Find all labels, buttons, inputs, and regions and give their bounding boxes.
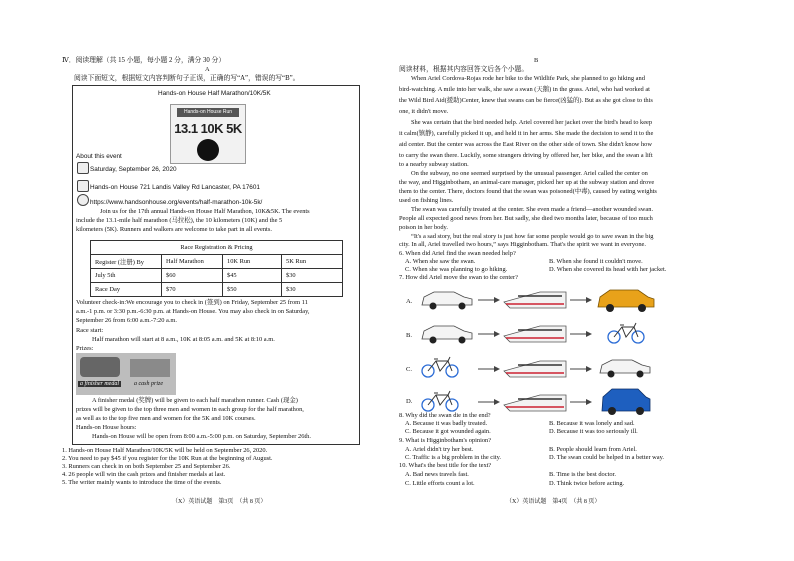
part-b-label: B: [534, 57, 539, 64]
table-cell: July 5th: [91, 269, 162, 283]
volunteer-line-2: a.m.-1 p.m. or 3:30 p.m.-6:30 p.m. at Hands-on House. You may also check in on Saturday,: [76, 308, 310, 315]
prize-line-3: as well as to the top five men and women for the 5K and 10K courses.: [76, 415, 256, 422]
para-line: On the subway, no one seemed surprised by the unusual passenger. Ariel called the center on: [411, 170, 648, 177]
statement-2: 2. You need to pay $45 if you register for the 10K Run at the beginning of August.: [62, 455, 273, 462]
q6-option-a[interactable]: A. When she saw the swan.: [405, 258, 476, 265]
route-c-bike-icon: [422, 357, 458, 377]
para-line: bird-watching. A mile into her walk, she saw a swan (天鹅) in the grass. Ariel, who had worked at: [399, 86, 650, 93]
q8-option-d[interactable]: D. Because it was too seriously ill.: [549, 428, 638, 435]
table-row: [91, 269, 343, 283]
route-b-train-icon: [504, 326, 566, 342]
question-10: 10. What's the best title for the text?: [399, 462, 492, 469]
para-line: “It's a sad story, but the real story is just how far some people would go to save swan in the big: [411, 233, 654, 240]
cash-icon: [130, 359, 170, 377]
para-line: She was certain that the bird needed help. Ariel covered her jacket over the bird's head to keep: [411, 119, 653, 126]
table-header: 10K Run: [223, 255, 282, 269]
route-b-bike-icon: [608, 323, 644, 343]
para-line: it calm(镇静), carefully picked it up, and held it in her arms. She made the decision to send it to the: [399, 130, 654, 137]
event-url[interactable]: https://www.handsonhouse.org/events/half-marathon-10k-5k/: [90, 199, 263, 206]
para-line: People all expected good news from her. But sadly, she died two months later, because of too much: [399, 215, 653, 222]
q9-option-b[interactable]: B. People should learn from Ariel.: [549, 446, 637, 453]
q8-option-c[interactable]: C. Because it got wounded again.: [405, 428, 491, 435]
table-header: Register (注册) By: [91, 255, 162, 269]
route-b-arrow-2-icon: [570, 331, 592, 337]
para-line: The swan was carefully treated at the center. She even made a friend—another wounded swan.: [411, 206, 654, 213]
q6-option-b[interactable]: B. When she found it couldn't move.: [549, 258, 643, 265]
route-d-arrow-1-icon: [478, 399, 500, 405]
para-line: the Wild Bird Aid(援助)Center, knew that swans can be fierce(凶猛的). But as she got close to this: [399, 97, 653, 104]
para-line: them to the center. There, doctors found that the swan was poisoned(中毒), caused by eating weights: [399, 188, 657, 195]
statement-4: 4. 26 people will win the cash prizes and finisher medals at last.: [62, 471, 226, 478]
volunteer-line-3: September 26 from 6:00 a.m.-7:20 a.m.: [76, 317, 177, 324]
race-start-text: Half marathon will start at 8 a.m., 10K at 8:05 a.m. and 5K at 8:10 a.m.: [92, 336, 275, 343]
table-cell: Race Day: [91, 283, 162, 297]
route-a-yellow-car-icon: [598, 290, 654, 312]
para-line: city. In all, Ariel travelled two hours,” says Higginbotham. That's the spirit we want in everyone.: [399, 241, 646, 248]
event-date: Saturday, September 26, 2020: [90, 166, 177, 173]
route-b-arrow-1-icon: [478, 331, 500, 337]
q9-option-a[interactable]: A. Ariel didn't try her best.: [405, 446, 474, 453]
calendar-icon: [77, 162, 89, 174]
route-c-arrow-1-icon: [478, 366, 500, 372]
q9-option-d[interactable]: D. The swan could be helped in a better way.: [549, 454, 664, 461]
question-9: 9. What is Higginbotham's opinion?: [399, 437, 492, 444]
table-cell: $45: [223, 269, 282, 283]
hours-label: Hands-on House hours:: [76, 424, 137, 431]
logo-text: 13.1 10K 5K: [174, 121, 242, 136]
event-address: Hands-on House 721 Landis Valley Rd Lancaster, PA 17601: [90, 184, 260, 191]
about-heading: About this event: [76, 153, 122, 160]
route-d-arrow-2-icon: [570, 399, 592, 405]
q6-option-c[interactable]: C. When she was planning to go hiking.: [405, 266, 508, 273]
question-7: 7. How did Ariel move the swan to the center?: [399, 274, 518, 281]
prize-line-2: prizes will be given to the top three men and women in each group for the half marathon,: [76, 406, 304, 413]
statement-1: 1. Hands-on House Half Marathon/10K/5K will be held on September 26, 2020.: [62, 447, 268, 454]
table-cell: $30: [282, 283, 343, 297]
q10-option-b[interactable]: B. Time is the best doctor.: [549, 471, 616, 478]
logo-banner: Hands-on House Run: [177, 108, 239, 117]
para-line: When Ariel Cordova-Rojas rode her bike to the Wildlife Park, she planned to go hiking and: [411, 75, 645, 82]
table-row: [91, 283, 343, 297]
q8-option-b[interactable]: B. Because it was lonely and sad.: [549, 420, 635, 427]
route-option-a[interactable]: A.: [406, 298, 413, 305]
event-title: Hands-on House Half Marathon/10K/5K: [158, 90, 271, 97]
medal-icon: [80, 357, 120, 377]
section-title: Ⅳ．阅读理解（共 15 小题，每小题 2 分，满分 30 分）: [62, 57, 226, 64]
route-d-bike-icon: [422, 391, 458, 411]
footer-right: （X）英语试题 第4页 （共 8 页）: [506, 499, 601, 505]
part-b-instruction: 阅读材料，根据其内容回答文后各个小题。: [399, 66, 529, 73]
table-header: Half Marathon: [162, 255, 223, 269]
intro-line-3: kilometers (5K). Runners and walkers are welcome to take part in all events.: [76, 226, 272, 233]
prize-line-1: A finisher medal (奖牌) will be given to each half marathon runner. Cash (现金): [92, 397, 298, 404]
intro-line-2: include the 13.1-mile half marathon (马拉松), the 10 kilometers (10K) and the 5: [76, 217, 283, 224]
hours-text: Hands-on House will be open from 8:00 a.m.-5:00 p.m. on Saturday, September 26th.: [92, 433, 311, 440]
q10-option-a[interactable]: A. Bad news travels fast.: [405, 471, 469, 478]
q9-option-c[interactable]: C. Traffic is a big problem in the city.: [405, 454, 502, 461]
route-options-figure: [398, 283, 668, 415]
question-8: 8. Why did the swan die in the end?: [399, 412, 491, 419]
event-logo: [170, 104, 246, 164]
race-start-label: Race start:: [76, 327, 104, 334]
table-cell: $50: [223, 283, 282, 297]
volunteer-line-1: Volunteer check-in:We encourage you to check in (签到) on Friday, September 25 from 11: [76, 299, 308, 306]
q6-option-d[interactable]: D. When she covered its head with her jacket.: [549, 266, 667, 273]
table-header: 5K Run: [282, 255, 343, 269]
intro-line-1: Join us for the 17th annual Hands-on House Half Marathon, 10K&5K. The events: [100, 208, 310, 215]
para-line: the way, and Higginbotham, an animal-care manager, picked her up at the subway station and drove: [399, 179, 655, 186]
pricing-table: [90, 240, 343, 297]
table-cell: $60: [162, 269, 223, 283]
route-a-sedan-icon: [422, 292, 472, 310]
table-cell: $70: [162, 283, 223, 297]
question-6: 6. When did Ariel find the swan needed help?: [399, 250, 516, 257]
route-c-sedan-icon: [600, 360, 650, 378]
route-a-train-icon: [504, 292, 566, 308]
globe-icon: [77, 194, 89, 206]
route-option-c[interactable]: C.: [406, 366, 413, 373]
route-c-train-icon: [504, 361, 566, 377]
route-a-arrow-2-icon: [570, 297, 592, 303]
para-line: to a nearby subway station.: [399, 161, 469, 168]
footer-left: （X）英语试题 第3页 （共 8 页）: [172, 499, 267, 505]
q8-option-a[interactable]: A. Because it was badly treated.: [405, 420, 488, 427]
para-line: aid center. But the center was across the East River on the other side of town. She didn't know how: [399, 141, 652, 148]
logo-emblem-icon: [197, 139, 219, 161]
para-line: to carry the swan there. Luckily, some strangers driving by offered her, her bike, and the swan a lift: [399, 152, 653, 159]
table-title: Race Registration & Pricing: [91, 241, 343, 255]
location-icon: [77, 180, 89, 192]
statement-3: 3. Runners can check in on both September 25 and September 26.: [62, 463, 231, 470]
route-option-b[interactable]: B.: [406, 332, 413, 339]
statement-5: 5. The writer mainly wants to introduce the time of the events.: [62, 479, 222, 486]
prizes-photo: [76, 353, 176, 395]
part-a-label: A: [205, 66, 210, 73]
route-d-blue-car-icon: [602, 389, 650, 415]
route-c-arrow-2-icon: [570, 366, 592, 372]
prizes-label: Prizes:: [76, 345, 94, 352]
route-d-train-icon: [504, 395, 566, 411]
table-cell: $30: [282, 269, 343, 283]
prize-caption-cash: a cash prize: [134, 381, 163, 387]
route-option-d[interactable]: D.: [406, 398, 413, 405]
route-b-sedan-icon: [422, 326, 472, 344]
route-a-arrow-1-icon: [478, 297, 500, 303]
q10-option-c[interactable]: C. Little efforts count a lot.: [405, 480, 475, 487]
prize-caption-medal: a finisher medal: [80, 381, 119, 387]
para-line: poison in her body.: [399, 224, 448, 231]
para-line: one, it didn't move.: [399, 108, 449, 115]
part-a-instruction: 阅读下面短文，根据短文内容判断句子正误，正确的写“A”，错误的写“B”。: [74, 75, 300, 82]
para-line: used on fishing lines.: [399, 197, 454, 204]
q10-option-d[interactable]: D. Think twice before acting.: [549, 480, 625, 487]
